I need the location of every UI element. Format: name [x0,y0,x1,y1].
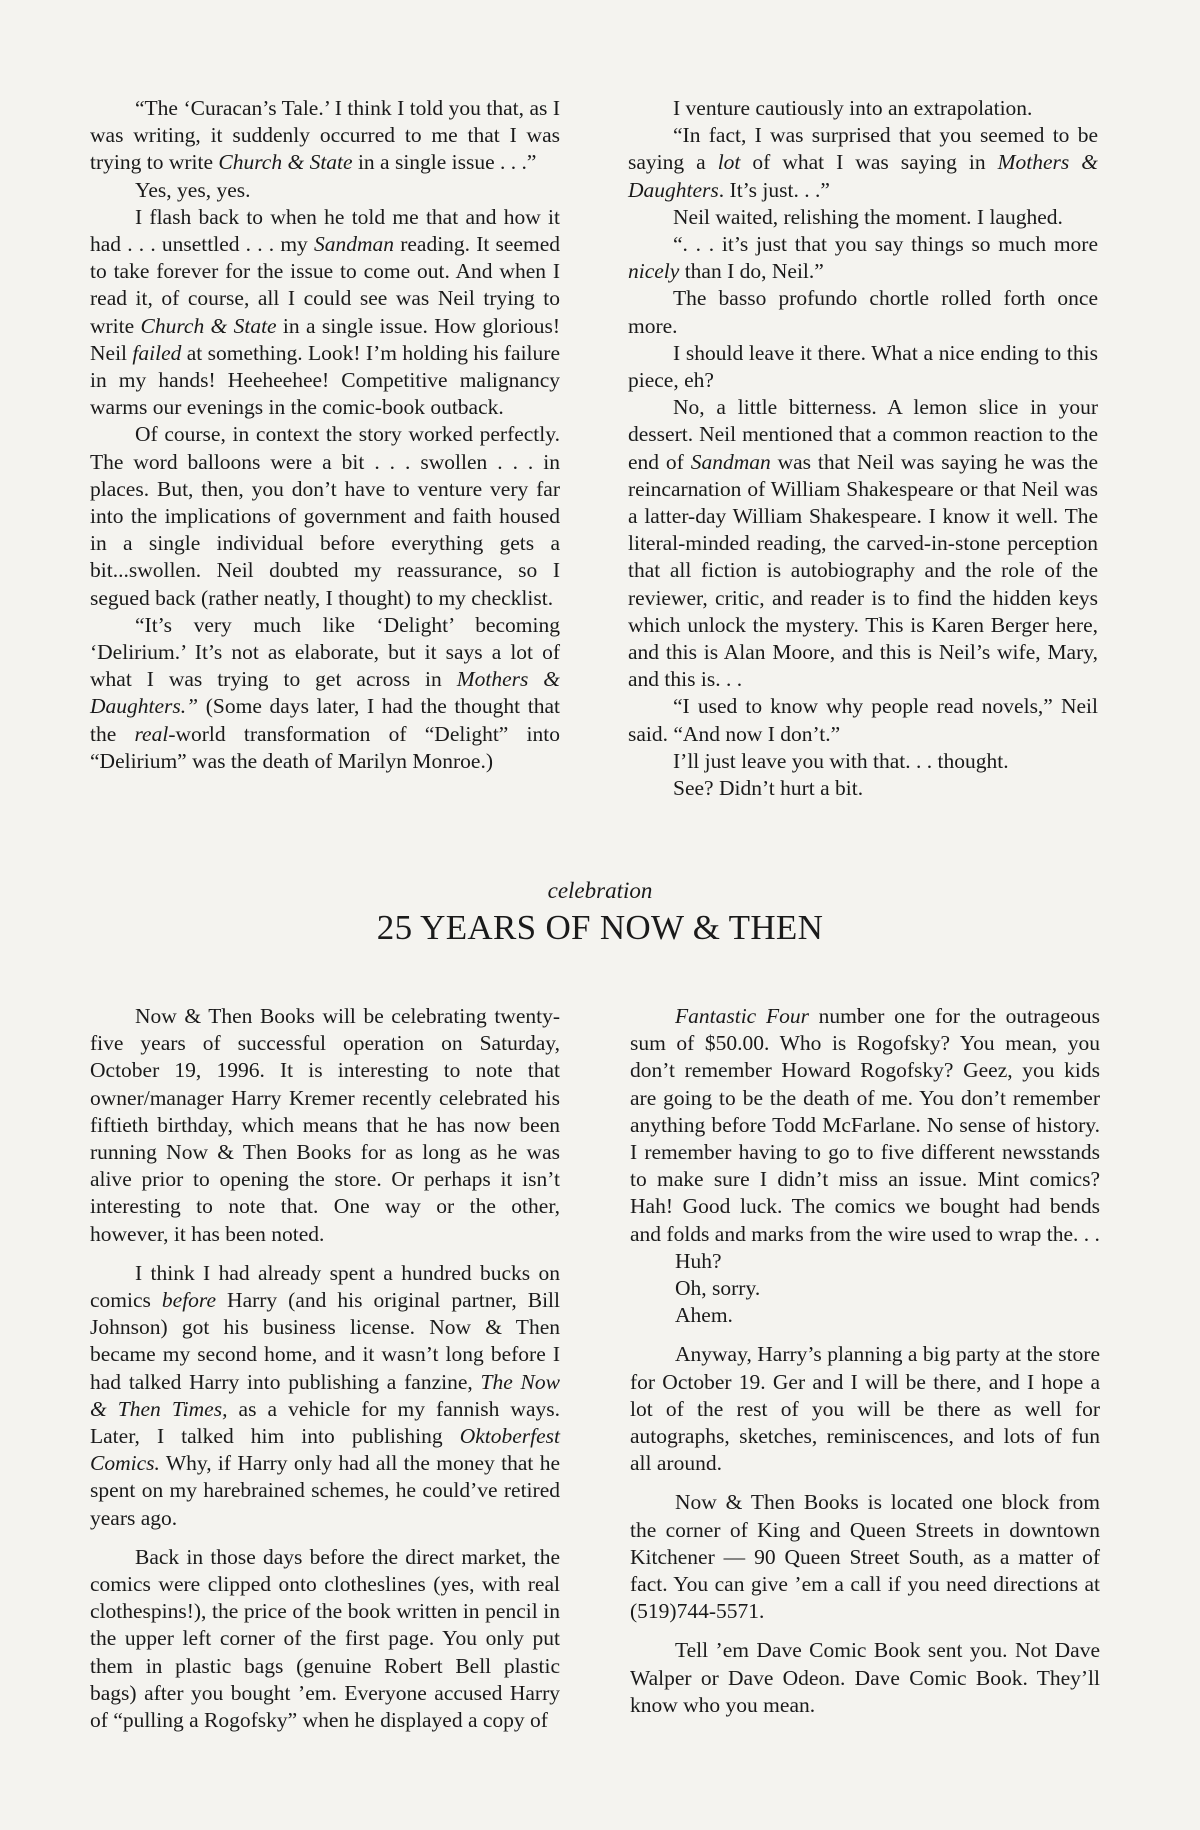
italic-title: before [161,1288,217,1313]
paragraph: Now & Then Books is located one block from the corner of King and Queen Streets in downtown Kitchener — 90 Queen Street South, as a matter of fact. You can give ’em a call if you need directions at (519)744-5571. [630,1490,1100,1624]
italic-title: Sandman [690,449,771,474]
article-two-right-column [630,1003,1100,1719]
italic-title: Church & State [218,150,353,175]
paragraph: I venture cautiously into an extrapolation. [673,96,1033,120]
paragraph: Back in those days before the direct market, the comics were clipped onto clotheslines (yes, with real clothespins!), the price of the book written in pencil in the upper left corner of the first page. You only put them in plastic bags (genuine Robert Bell plastic bags) after you bought ’em. Everyone accused Harry of “pulling a Rogofsky” when he displayed a copy of [90,1544,560,1733]
section-kicker: celebration [547,878,653,903]
article-one-right-column [628,95,1098,802]
paragraph: Now & Then Books will be celebrating twenty-five years of successful operation on Saturday, October 19, 1996. It is interesting to note that owner/manager Harry Kremer recently celebrated his fiftieth birthday, which means that he has now been running Now & Then Books for as long as he was alive prior to opening the store. Or perhaps it isn’t interesting to note that. One way or the other, however, it has been noted. [90,1004,560,1246]
italic-title: The Now & Then Times, [90,1369,560,1421]
italic-title: Church & State [140,313,277,338]
paragraph: “In fact, I was surprised that you seemed to be saying a lot of what I was saying in Mothers & Daughters. It’s just. . .” [628,123,1098,202]
paragraph: The basso profundo chortle rolled forth once more. [628,286,1098,338]
italic-title: Mothers & Daughters.” [90,667,561,719]
article-one-left-column [90,95,560,775]
paragraph: Huh? [675,1248,722,1273]
paragraph: No, a little bitterness. A lemon slice in your dessert. Neil mentioned that a common reaction to the end of Sandman was that Neil was saying he was the reincarnation of William Shakespeare or that Neil was a latter-day William Shakespeare. I know it well. The literal-minded reading, the carved-in-stone perception that all fiction is autobiography and the role of the reviewer, critic, and reader is to find the hidden keys which unlock the mystery. This is Karen Berger here, and this is Alan Moore, and this is Neil’s wife, Mary, and this is. . . [628,395,1098,692]
paragraph: “It’s very much like ‘Delight’ becoming ‘Delirium.’ It’s not as elaborate, but it says a lot of what I was trying to get across in Mothers & Daughters.” (Some days later, I had the thought that the real-world transformation of “Delight” into “Delirium” was the death of Marilyn Monroe.) [90,612,561,773]
paragraph: “. . . it’s just that you say things so much more nicely than I do, Neil.” [628,232,1098,284]
italic-title: Mothers & Daughters [628,150,1098,202]
paragraph: Anyway, Harry’s planning a big party at the store for October 19. Ger and I will be there, and I hope a lot of the rest of you will be there as well for autographs, sketches, reminiscences, and lots of fun all around. [630,1342,1100,1476]
paragraph: I think I had already spent a hundred bucks on comics before Harry (and his original partner, Bill Johnson) got his business license. Now & Then became my second home, and it wasn’t long before I had talked Harry into publishing a fanzine, The Now & Then Times, as a vehicle for my fannish ways. Later, I talked him into publishing Oktoberfest Comics. Why, if Harry only had all the money that he spent on my harebrained schemes, he could’ve retired years ago. [90,1260,560,1530]
paragraph: Tell ’em Dave Comic Book sent you. Not Dave Walper or Dave Odeon. Dave Comic Book. They’ll know who you mean. [630,1638,1100,1717]
italic-title: Oktoberfest Comics. [90,1424,560,1476]
paragraph: I should leave it there. What a nice ending to this piece, eh? [628,340,1098,393]
italic-title: Sandman [313,232,395,257]
paragraph: Neil waited, relishing the moment. I laughed. [673,204,1063,229]
paragraph: Ahem. [675,1303,733,1328]
article-headline: 25 YEARS OF NOW & THEN [376,908,824,947]
italic-title: Fantastic Four [675,1004,809,1028]
paragraph: “I used to know why people read novels,” Neil said. “And now I don’t.” [628,694,1098,746]
italic-title: lot [717,150,741,175]
italic-title: nicely [628,259,680,284]
article-two-left-column [90,1003,560,1734]
paragraph: Fantastic Four number one for the outrageous sum of $50.00. Who is Rogofsky? You mean, you don’t remember Howard Rogofsky? Geez, you kids are going to be the death of me. You don’t remember anything before Todd McFarlane. No sense of history. I remember having to go to five different newsstands to make sure I didn’t miss an issue. Mint comics? Hah! Good luck. The comics we bought had bends and folds and marks from the wire used to wrap the. . . [630,1004,1101,1246]
paragraph: Oh, sorry. [675,1276,761,1301]
paragraph: Of course, in context the story worked perfectly. The word balloons were a bit . . . swollen . . . in places. But, then, you don’t have to venture very far into the implications of government and faith housed in a single individual before everything gets a bit...swollen. Neil doubted my reassurance, so I segued back (rather neatly, I thought) to my checklist. [90,422,560,610]
italic-title: real [134,721,169,746]
italic-title: failed [132,340,182,365]
paragraph: I’ll just leave you with that. . . thought. [673,748,1009,773]
paragraph: See? Didn’t hurt a bit. [673,776,864,801]
paragraph: “The ‘Curacan’s Tale.’ I think I told you that, as I was writing, it suddenly occurred to me that I was trying to write Church & State in a single issue . . .” [90,96,560,175]
paragraph: I flash back to when he told me that and how it had . . . unsettled . . . my Sandman reading. It seemed to take forever for the issue to come out. And when I read it, of course, all I could see was Neil trying to write Church & State in a single issue. How glorious! Neil failed at something. Look! I’m holding his failure in my hands! Heeheehee! Competitive malignancy warms our evenings in the comic-book outback. [90,204,560,420]
paragraph: Yes, yes, yes. [135,177,251,202]
